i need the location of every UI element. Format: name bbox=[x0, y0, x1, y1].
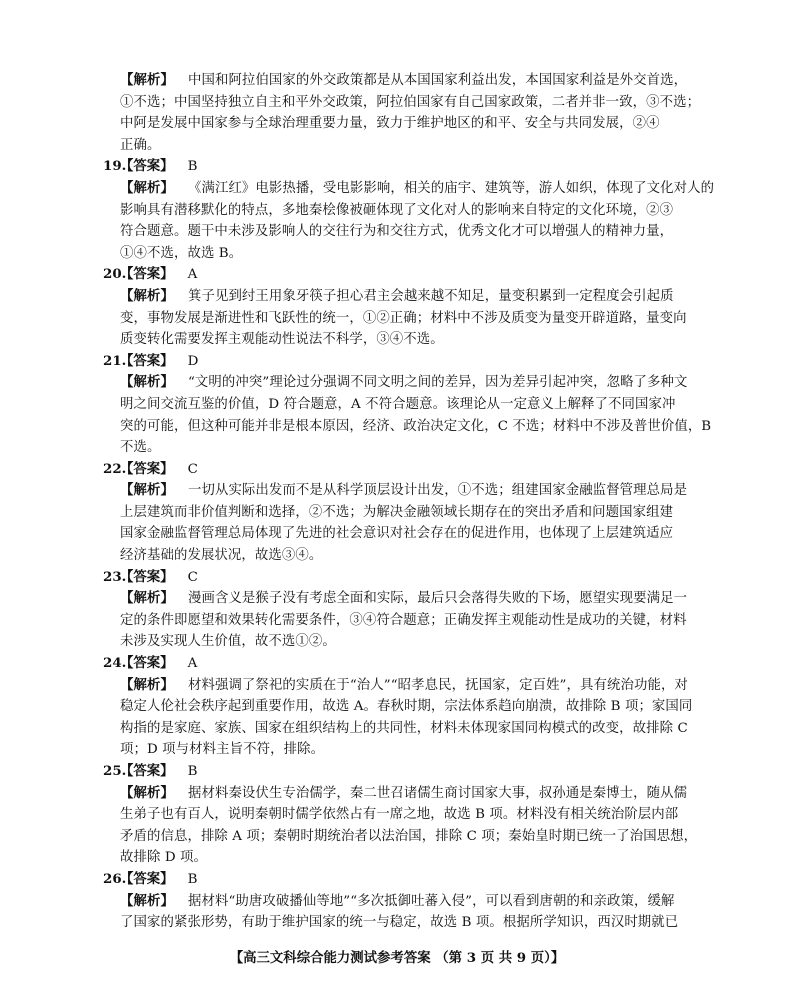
question-block bbox=[103, 653, 695, 761]
analysis-line: ①不选；中国坚持独立自主和平外交政策，阿拉伯国家有自己国家政策，二者并非一致，③不选； bbox=[120, 94, 701, 110]
answer-tag: 【答案】 bbox=[120, 158, 174, 175]
analysis-line: 突的可能，但这种可能并非是根本原因，经济、政治决定文化，C 不选；材料中不涉及普世价值，B bbox=[120, 418, 712, 434]
question-block bbox=[103, 459, 695, 567]
answer-line bbox=[103, 761, 695, 783]
analysis-line: 矛盾的信息，排除 A 项；秦朝时期统治者以法治国，排除 C 项；秦始皇时期已统一了治国思想， bbox=[120, 828, 698, 844]
answer-tag: 【答案】 bbox=[120, 870, 174, 887]
question-block bbox=[103, 869, 695, 934]
analysis-line: 正确。 bbox=[120, 137, 161, 153]
analysis-line: 未涉及实现人生价值，故不选①②。 bbox=[120, 634, 336, 650]
analysis-line: 国家金融监督管理总局体现了先进的社会意识对社会存在的促进作用，也体现了上层建筑适应 bbox=[120, 526, 674, 542]
answer-line bbox=[103, 459, 695, 481]
analysis-line: ①④不选，故选 B。 bbox=[120, 245, 243, 261]
question-list bbox=[103, 156, 715, 933]
analysis-line: 构指的是家庭、家族、国家在组织结构上的共同性，材料未体现家国同构模式的改变，故排除 C bbox=[120, 720, 688, 736]
question-block bbox=[103, 264, 695, 350]
question-block bbox=[103, 156, 715, 264]
question-number: 24. bbox=[103, 655, 127, 672]
analysis-line: 稳定人伦社会秩序起到重要作用，故选 A。春秋时期，宗法体系趋向崩溃，故排除 B 项；家国同 bbox=[120, 699, 693, 715]
analysis-line: 【解析】 一切从实际出发而不是从科学顶层设计出发，①不选；组建国家金融监督管理总局是 bbox=[120, 482, 688, 499]
analysis-line: 明之间交流互鉴的价值，D 符合题意，A 不符合题意。该理论从一定意义上解释了不同国家冲 bbox=[120, 396, 676, 412]
question-number: 20. bbox=[103, 266, 127, 283]
analysis-line: 项；D 项与材料主旨不符，排除。 bbox=[120, 742, 325, 758]
analysis-line: 变，事物发展是渐进性和飞跃性的统一，①②正确；材料中不涉及质变为量变开辟道路，量变向 bbox=[120, 310, 687, 326]
answer-line bbox=[103, 653, 695, 675]
answer-content bbox=[103, 70, 715, 934]
question-number: 21. bbox=[103, 352, 127, 369]
answer-line bbox=[103, 869, 695, 891]
answer-line bbox=[103, 264, 695, 286]
analysis-line: 生弟子也有百人，说明秦朝时儒学依然占有一席之地，故选 B 项。材料没有相关统治阶层内部 bbox=[120, 807, 679, 823]
question-block bbox=[103, 761, 698, 869]
answer-letter: B bbox=[187, 764, 198, 779]
answer-letter: A bbox=[187, 267, 198, 283]
answer-line bbox=[103, 156, 695, 178]
answer-tag: 【答案】 bbox=[120, 763, 174, 779]
answer-letter: A bbox=[187, 656, 198, 672]
question-number: 23. bbox=[103, 568, 127, 585]
answer-letter: C bbox=[187, 461, 198, 477]
analysis-line: 【解析】 中国和阿拉伯国家的外交政策都是从本国国家利益出发，本国国家利益是外交首选， bbox=[120, 72, 688, 88]
analysis-line: 【解析】 据材料秦设伏生专治儒学，秦二世召诸儒生商讨国家大事，叔孙通是秦博士，随从儒 bbox=[120, 784, 688, 801]
answer-tag: 【答案】 bbox=[120, 460, 174, 477]
analysis-tag: 【解析】 bbox=[120, 482, 174, 499]
analysis-line: 【解析】 《满江红》电影热播，受电影影响，相关的庙宇、建筑等，游人如织，体现了文化对人的 bbox=[120, 179, 715, 196]
question-number: 19. bbox=[103, 158, 127, 175]
analysis-tag: 【解析】 bbox=[120, 892, 174, 909]
analysis-line: 中阿是发展中国家参与全球治理重要力量，致力于维护地区的和平、安全与共同发展，②④ bbox=[120, 116, 660, 132]
question-block bbox=[103, 351, 712, 459]
answer-line bbox=[103, 351, 695, 373]
answer-line bbox=[103, 567, 695, 589]
analysis-tag: 【解析】 bbox=[120, 784, 174, 801]
analysis-tag: 【解析】 bbox=[120, 287, 174, 304]
analysis-line: 【解析】 材料强调了祭祀的实质在于“治人”“昭孝息民，抚国家，定百姓”，具有统治功能，对 bbox=[120, 676, 688, 693]
analysis-line: 影响具有潜移默化的特点，多地秦桧像被砸体现了文化对人的影响来自特定的文化环境，②③ bbox=[120, 202, 674, 218]
analysis-line: 质变转化需要发挥主观能动性说法不科学，③④不选。 bbox=[120, 332, 444, 348]
analysis-line: 符合题意。题干中未涉及影响人的交往行为和交往方式，优秀文化才可以增强人的精神力量， bbox=[120, 224, 674, 240]
question-number: 25. bbox=[103, 763, 127, 779]
analysis-block-18 bbox=[120, 70, 701, 156]
analysis-line: 【解析】 箕子见到纣王用象牙筷子担心君主会越来越不知足，量变积累到一定程度会引起质 bbox=[120, 287, 674, 304]
answer-tag: 【答案】 bbox=[120, 266, 174, 283]
analysis-tag: 【解析】 bbox=[120, 676, 174, 693]
answer-letter: D bbox=[187, 353, 199, 369]
analysis-line: 了国家的紧张形势，有助于维护国家的统一与稳定，故选 B 项。根据所学知识，西汉时期就已 bbox=[120, 915, 679, 931]
question-number: 26. bbox=[103, 870, 127, 887]
analysis-line: 定的条件即愿望和效果转化需要条件，③④符合题意；正确发挥主观能动性是成功的关键，材料 bbox=[120, 612, 687, 628]
question-number: 22. bbox=[103, 460, 127, 477]
answer-tag: 【答案】 bbox=[120, 568, 174, 585]
answer-letter: B bbox=[187, 871, 198, 887]
analysis-line: 故排除 D 项。 bbox=[120, 850, 208, 866]
answer-tag: 【答案】 bbox=[120, 655, 174, 672]
answer-tag: 【答案】 bbox=[120, 352, 174, 369]
analysis-line: 【解析】 “文明的冲突”理论过分强调不同文明之间的差异，因为差异引起冲突，忽略了多种文 bbox=[120, 374, 688, 391]
analysis-tag: 【解析】 bbox=[120, 374, 174, 391]
page-footer: 【高三文科综合能力测试参考答案 （第 3 页 共 9 页）】 bbox=[229, 950, 565, 966]
analysis-tag: 【解析】 bbox=[120, 72, 174, 88]
analysis-line: 【解析】 据材料“助唐攻破播仙等地”“多次抵御吐蕃入侵”，可以看到唐朝的和亲政策，缓解 bbox=[120, 892, 675, 909]
answer-letter: B bbox=[187, 159, 198, 175]
analysis-line: 不选。 bbox=[120, 440, 161, 456]
question-block bbox=[103, 567, 695, 653]
analysis-tag: 【解析】 bbox=[120, 179, 174, 196]
answer-letter: C bbox=[187, 569, 198, 585]
analysis-line: 上层建筑而非价值判断和选择，②不选；为解决金融领域长期存在的突出矛盾和问题国家组建 bbox=[120, 504, 674, 520]
analysis-tag: 【解析】 bbox=[120, 590, 174, 607]
analysis-line: 【解析】 漫画含义是猴子没有考虑全面和实际，最后只会落得失败的下场，愿望实现要满足一 bbox=[120, 590, 688, 607]
analysis-line: 经济基础的发展状况，故选③④。 bbox=[120, 548, 323, 564]
